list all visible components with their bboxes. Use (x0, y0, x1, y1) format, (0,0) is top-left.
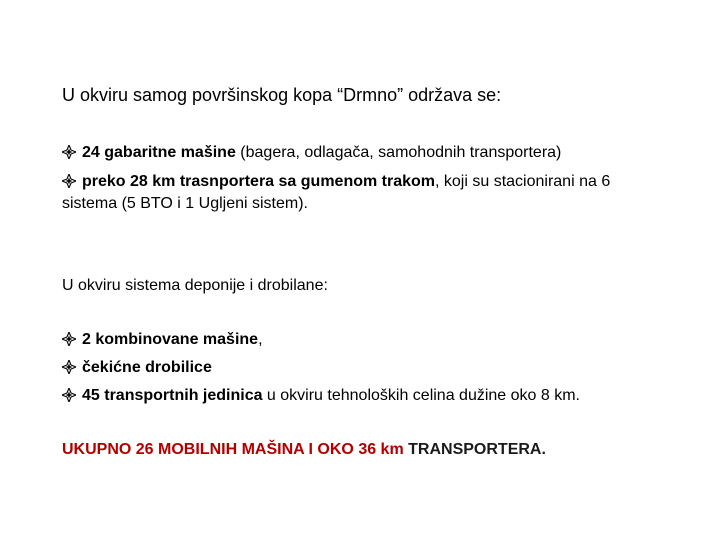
total-tail-text: TRANSPORTERA. (403, 441, 546, 458)
bullet-item-transporteri (62, 172, 610, 192)
bullet-rest-text: , (258, 331, 263, 348)
diamond-bullet-icon (62, 388, 76, 402)
bullet-item-transportne-jedinice (62, 386, 580, 406)
diamond-bullet-icon (62, 145, 76, 159)
total-summary (62, 440, 546, 460)
bullet-continuation: sistema (5 BTO i 1 Ugljeni sistem). (62, 195, 308, 212)
bullet-rest-text: , koji su stacionirani na 6 (435, 173, 611, 190)
bullet-rest-text: u okviru tehnoloških celina dužine oko 8 km. (262, 387, 580, 404)
total-main-text: UKUPNO 26 MOBILNIH MAŠINA I OKO 36 km (62, 441, 404, 458)
section1-heading: U okviru samog površinskog kopa “Drmno” održava se: (62, 85, 502, 105)
bullet-rest-text: (bagera, odlagača, samohodnih transportera) (235, 144, 562, 161)
bullet-bold-text: preko 28 km trasnportera sa gumenom trakom (82, 173, 436, 190)
bullet-bold-text: čekićne drobilice (82, 359, 212, 376)
diamond-bullet-icon (62, 332, 76, 346)
bullet-bold-text: 45 transportnih jedinica (82, 387, 263, 404)
bullet-item-kombinovane (62, 330, 263, 350)
bullet-bold-text: 24 gabaritne mašine (82, 144, 236, 161)
diamond-bullet-icon (62, 360, 76, 374)
bullet-item-drobilice (62, 358, 212, 378)
bullet-bold-text: 2 kombinovane mašine (82, 331, 259, 348)
section2-heading: U okviru sistema deponije i drobilane: (62, 277, 328, 294)
diamond-bullet-icon (62, 174, 76, 188)
bullet-item-gabaritne (62, 143, 561, 163)
